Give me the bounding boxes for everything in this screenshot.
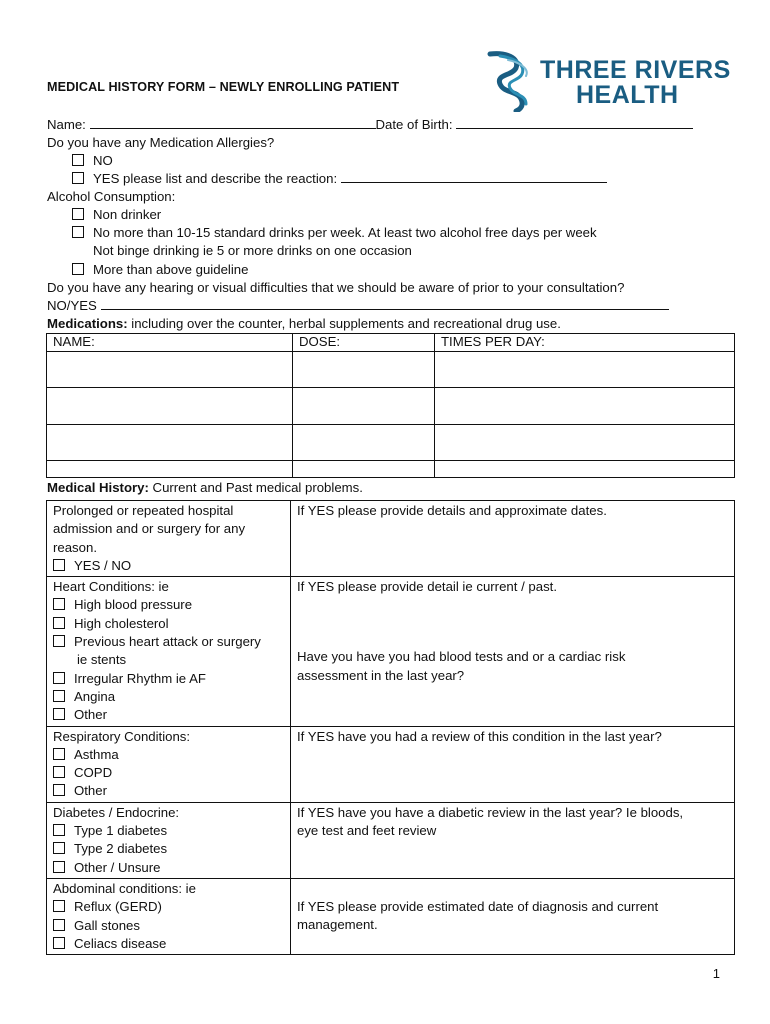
table-header-row [47,334,735,352]
abdominal-cell [47,878,291,954]
river-logo-icon [486,50,548,112]
option-label: Reflux (GERD) [74,899,162,915]
cell[interactable] [293,425,435,461]
cell[interactable] [47,352,293,388]
checkbox[interactable] [72,263,84,275]
cell-text: If YES please provide estimated date of diagnosis and current [297,898,659,914]
checkbox[interactable] [53,617,65,629]
name-label: Name: [47,117,86,132]
option-label: Asthma [74,746,119,762]
dob-field[interactable] [456,116,693,129]
cell[interactable] [47,425,293,461]
option-label: Other [74,707,107,723]
table-row [47,388,735,425]
option-label: Angina [74,688,116,704]
heart-option[interactable] [53,706,284,724]
medical-history-heading [47,479,363,497]
option-label: More than above guideline [93,262,249,277]
alcohol-label: Alcohol Consumption: [47,189,176,204]
cell-text: eye test and feet review [297,823,437,839]
table-row [47,501,735,577]
hearing-field[interactable] [101,297,669,310]
table-row [47,461,735,478]
checkbox[interactable] [53,824,65,836]
heart-option[interactable] [53,688,284,706]
abdominal-details-cell[interactable] [291,878,735,954]
medical-history-heading-text: Current and Past medical problems. [148,480,363,495]
cell-heading: Respiratory Conditions: [53,728,191,744]
checkbox[interactable] [72,208,84,220]
alcohol-option-moderate[interactable] [72,224,597,242]
header-times: TIMES PER DAY: [435,334,735,352]
checkbox[interactable] [53,937,65,949]
cell[interactable] [435,425,735,461]
abdominal-option[interactable] [53,898,284,916]
allergies-no-option[interactable] [72,152,113,170]
cell[interactable] [435,461,735,478]
page-number: 1 [712,966,720,981]
checkbox[interactable] [72,154,84,166]
option-label: Irregular Rhythm ie AF [74,670,206,686]
cell[interactable] [435,352,735,388]
cell-text: If YES please provide details and approximate dates. [297,503,607,518]
option-label: Previous heart attack or surgery [74,634,261,650]
header-name: NAME: [47,334,293,352]
hearing-answer-row [47,297,669,315]
cell-text: assessment in the last year? [297,667,465,683]
checkbox[interactable] [53,861,65,873]
hospital-cell [47,501,291,577]
checkbox[interactable] [53,766,65,778]
diabetes-cell [47,802,291,878]
hospital-details-cell[interactable] [291,501,735,577]
allergies-reaction-field[interactable] [341,170,607,183]
respiratory-cell [47,726,291,802]
logo [486,50,731,112]
medications-table [46,333,735,478]
medications-heading [47,315,561,333]
diabetes-option[interactable] [53,859,284,877]
hearing-question: Do you have any hearing or visual difficulties that we should be aware of prior to your consultation? [47,280,625,295]
table-row [47,878,735,954]
checkbox[interactable] [53,919,65,931]
cell-heading: Heart Conditions: ie [53,579,169,595]
diabetes-details-cell[interactable] [291,802,735,878]
checkbox[interactable] [53,748,65,760]
heart-option[interactable] [53,633,284,651]
cell-text: management. [297,917,378,933]
checkbox[interactable] [53,784,65,796]
option-label: NO [93,153,113,168]
allergies-yes-option[interactable] [72,170,607,188]
cell-text: reason. [53,539,97,555]
heart-cell [47,577,291,726]
diabetes-option[interactable] [53,822,284,840]
option-label: YES / NO [74,557,132,573]
medications-heading-text: including over the counter, herbal supplements and recreational drug use. [127,316,561,331]
medical-history-table [46,500,735,955]
option-label: Non drinker [93,207,162,222]
logo-line1: THREE RIVERS [540,56,731,84]
heart-details-cell[interactable] [291,577,735,726]
cell-text: Prolonged or repeated hospital [53,503,234,518]
option-label: Celiacs disease [74,935,167,951]
diabetes-option[interactable] [53,840,284,858]
option-label: Type 1 diabetes [74,823,168,839]
checkbox[interactable] [53,559,65,571]
respiratory-option[interactable] [53,764,284,782]
respiratory-option[interactable] [53,746,284,764]
medications-heading-bold: Medications: [47,316,128,331]
logo-line2: HEALTH [576,81,679,109]
cell[interactable] [293,388,435,425]
header-dose: DOSE: [293,334,435,352]
checkbox[interactable] [53,900,65,912]
option-label: Gall stones [74,917,140,933]
cell-text: If YES have you had a review of this condition in the last year? [297,728,662,744]
name-dob-row [47,116,693,134]
checkbox[interactable] [72,172,84,184]
cell[interactable] [47,388,293,425]
table-row [47,425,735,461]
abdominal-option[interactable] [53,935,284,953]
cell-text: Have you have you had blood tests and or a cardiac risk [297,649,626,665]
alcohol-option-moderate-note: Not binge drinking ie 5 or more drinks on one occasion [93,243,412,258]
heart-option[interactable] [53,596,284,614]
checkbox[interactable] [53,598,65,610]
cell-text: If YES have you have a diabetic review in the last year? Ie bloods, [297,804,684,820]
alcohol-option-more[interactable] [72,261,248,279]
hospital-yes-no-option[interactable] [53,557,284,575]
name-field[interactable] [90,116,376,129]
hearing-noyes-label: NO/YES [47,298,97,313]
cell[interactable] [47,461,293,478]
option-label: High blood pressure [74,597,193,613]
checkbox[interactable] [53,635,65,647]
form-title: MEDICAL HISTORY FORM – NEWLY ENROLLING PATIENT [47,80,400,94]
option-label: Other [74,783,107,799]
option-continuation: ie stents [77,652,127,668]
option-label: COPD [74,765,113,781]
dob-label: Date of Birth: [375,117,453,132]
respiratory-option[interactable] [53,782,284,800]
cell-text: If YES please provide detail ie current / past. [297,579,557,595]
checkbox[interactable] [53,672,65,684]
checkbox[interactable] [72,226,84,238]
cell-heading: Abdominal conditions: ie [53,880,196,896]
option-label: Other / Unsure [74,859,161,875]
alcohol-option-non-drinker[interactable] [72,206,161,224]
table-row [47,577,735,726]
heart-option[interactable] [53,615,284,633]
heart-option[interactable] [53,670,284,688]
cell[interactable] [435,388,735,425]
option-label: High cholesterol [74,615,169,631]
option-label: No more than 10-15 standard drinks per week. At least two alcohol free days per week [93,225,597,240]
medical-history-heading-bold: Medical History: [47,480,149,495]
allergies-question: Do you have any Medication Allergies? [47,135,275,150]
option-label: Type 2 diabetes [74,841,168,857]
cell[interactable] [293,352,435,388]
checkbox[interactable] [53,708,65,720]
cell-heading: Diabetes / Endocrine: [53,804,180,820]
cell[interactable] [293,461,435,478]
option-label: YES please list and describe the reaction: [93,171,338,186]
table-row [47,802,735,878]
abdominal-option[interactable] [53,917,284,935]
checkbox[interactable] [53,690,65,702]
table-row [47,726,735,802]
table-row [47,352,735,388]
cell-text: admission and or surgery for any [53,521,246,537]
checkbox[interactable] [53,842,65,854]
respiratory-details-cell[interactable] [291,726,735,802]
